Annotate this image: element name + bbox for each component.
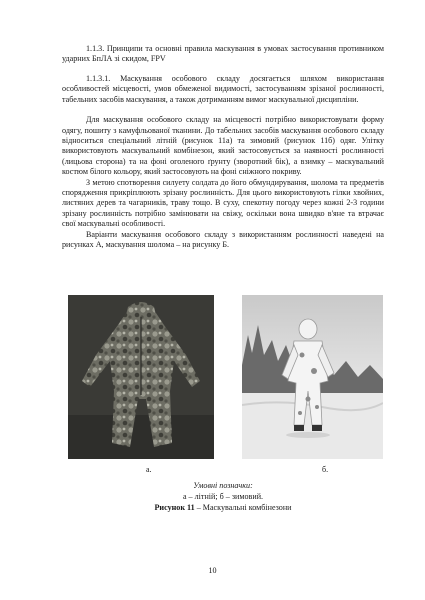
photo-summer-camouflage-suit [68,295,214,459]
figure-label-a: а. [146,465,152,474]
caption-line [62,502,384,513]
section-heading-text: 1.1.3. Принципи та основні правила маскування в умовах застосування противником ударних БпЛА зі скидом, FPV [62,44,384,64]
section-heading [62,44,384,65]
figure-label-b: б. [322,465,329,474]
caption-number: Рисунок 11 [154,503,195,512]
paragraph: Варіанти маскування особового складу з використанням рослинності наведені на рисунках А, маскування шолома – на рисунку Б. [62,229,384,250]
figure-caption [62,480,384,513]
page-number: 10 [208,566,217,575]
paragraph: З метою спотворення силуету солдата до його обмундирування, шолома та предметів спорядження прикріплюють зрізану рослинність. Для цього використовують гілки хвойних, листяних дерев та чагарників, траву тощо. В суху, спекотну погоду через кожні 2-3 години зрізану рослинність потрібно замінювати на свіжу, оскільки вона швидко в'яне та втрачає свої маскувальні особливості. [62,177,384,229]
photo-winter-camouflage-suit [242,295,383,459]
caption-text: – Маскувальні комбінезони [194,503,292,512]
legend-title: Умовні позначки: [193,481,253,490]
legend-text: а – літній; б – зимовий. [182,492,264,501]
body-text [62,74,384,251]
figure-11 [0,295,425,475]
paragraph: 1.1.3.1. Маскування особового складу досягається шляхом використання особливостей місцевості, умов обмеженої видимості, застосуванням зрізаної рослинності, табельних засобів маскування, а також дотриманням вимог маскувальної дисципліни. [62,74,384,104]
paragraph: Для маскування особового складу на місцевості потрібно використовувати форму одягу, пошиту з камуфльованої тканини. До табельних засобів маскування особового складу відноситься спеціальний літній (рисунок 11а) та зимовий (рисунок 11б) одяг. Улітку використовують маскувальний комбінезон, який застосовується за наявності рослинності (лицьова сторона) та на фоні оголеного ґрунту (зворотний бік), а взимку – маскувальний костюм білого кольору, який застосовують на фоні сніжного покриву. [62,115,384,177]
